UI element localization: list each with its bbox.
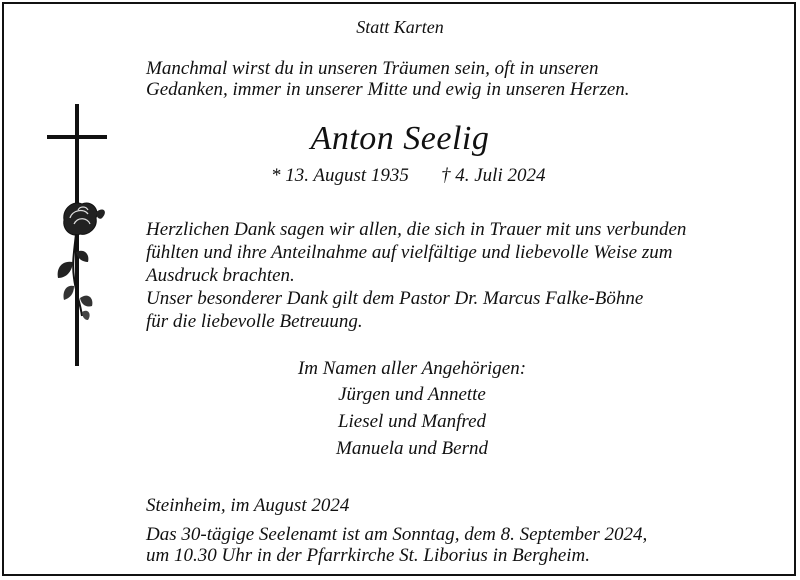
mass-line-2: um 10.30 Uhr in der Pfarrkirche St. Liborius in Bergheim. (146, 545, 591, 566)
thanks-line-1: Herzlichen Dank sagen wir allen, die sich in Trauer mit uns verbunden (146, 219, 687, 240)
birth-date: * 13. August 1935 (271, 165, 409, 186)
deceased-name: Anton Seelig (310, 120, 490, 157)
statt-karten-label: Statt Karten (356, 17, 444, 37)
quote-line-1: Manchmal wirst du in unseren Träumen sein, oft in unseren (146, 58, 599, 79)
family-intro: Im Namen aller Angehörigen: (297, 358, 527, 379)
mass-line-1: Das 30-tägige Seelenamt ist am Sonntag, dem 8. September 2024, (146, 524, 648, 545)
family-member: Liesel und Manfred (337, 411, 487, 432)
thanks-line-4: Unser besonderer Dank gilt dem Pastor Dr. Marcus Falke-Böhne (146, 288, 644, 309)
thanks-line-2: fühlten und ihre Anteilnahme auf vielfältige und liebevolle Weise zum (146, 242, 673, 263)
place-date: Steinheim, im August 2024 (146, 495, 350, 516)
death-date: † 4. Juli 2024 (441, 165, 546, 186)
thanks-line-5: für die liebevolle Betreuung. (146, 311, 363, 332)
family-member: Jürgen und Annette (338, 384, 486, 405)
family-member: Manuela und Bernd (336, 438, 488, 459)
thanks-line-3: Ausdruck brachten. (146, 265, 295, 286)
quote-line-2: Gedanken, immer in unserer Mitte und ewig in unseren Herzen. (146, 79, 630, 100)
